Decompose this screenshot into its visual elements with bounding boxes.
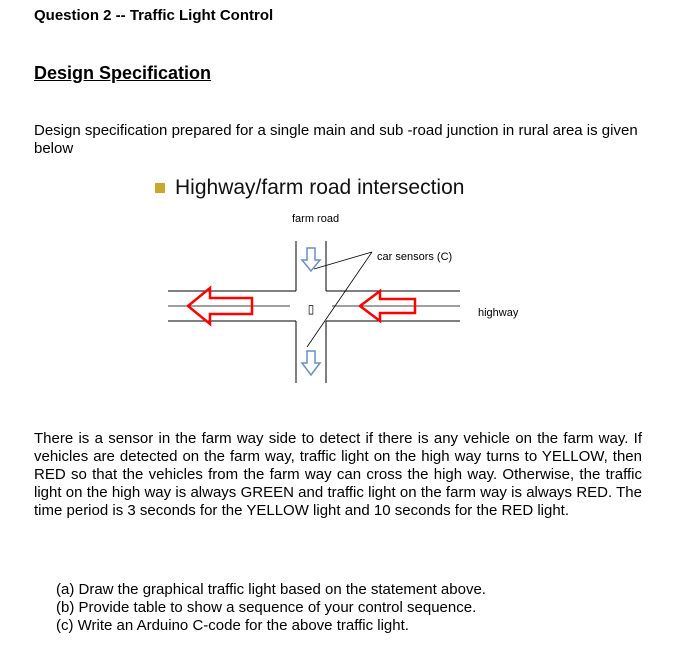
sensor-pointer-lines — [307, 252, 372, 347]
task-item-b: (b) Provide table to show a sequence of your control sequence. — [56, 599, 477, 616]
intro-text: Design specification prepared for a single main and sub -road junction in rural area is given below — [34, 122, 638, 157]
intersection-diagram — [160, 205, 540, 390]
bullet-square-icon — [155, 183, 165, 193]
task-item-c: (c) Write an Arduino C-code for the above traffic light. — [56, 617, 409, 634]
task-list — [56, 581, 486, 635]
farm-road-top-arrow-icon — [302, 248, 320, 271]
center-glyph: ▯ — [307, 302, 315, 316]
task-item-a: (a) Draw the graphical traffic light based on the statement above. — [56, 581, 486, 598]
design-spec-heading: Design Specification — [34, 63, 212, 83]
farm-road-bottom-arrow-icon — [302, 351, 320, 375]
description-paragraph: There is a sensor in the farm way side to detect if there is any vehicle on the farm way. If vehicles are detected on the farm way, traffic light on the high way turns to YELLOW, then RED so that the vehicles from the farm way can cross the high way. Otherwise, the traffic light on the high way is always GREEN and traffic light on the farm way is always RED. The time period is 3 seconds for the YELLOW light and 10 seconds for the RED light. — [34, 430, 642, 519]
highway-label: highway — [478, 307, 519, 319]
car-sensors-label: car sensors (C) — [377, 251, 453, 263]
intersection-title: Highway/farm road intersection — [175, 176, 465, 199]
question-title: Question 2 -- Traffic Light Control — [34, 7, 274, 24]
farm-road-label: farm road — [292, 213, 340, 225]
